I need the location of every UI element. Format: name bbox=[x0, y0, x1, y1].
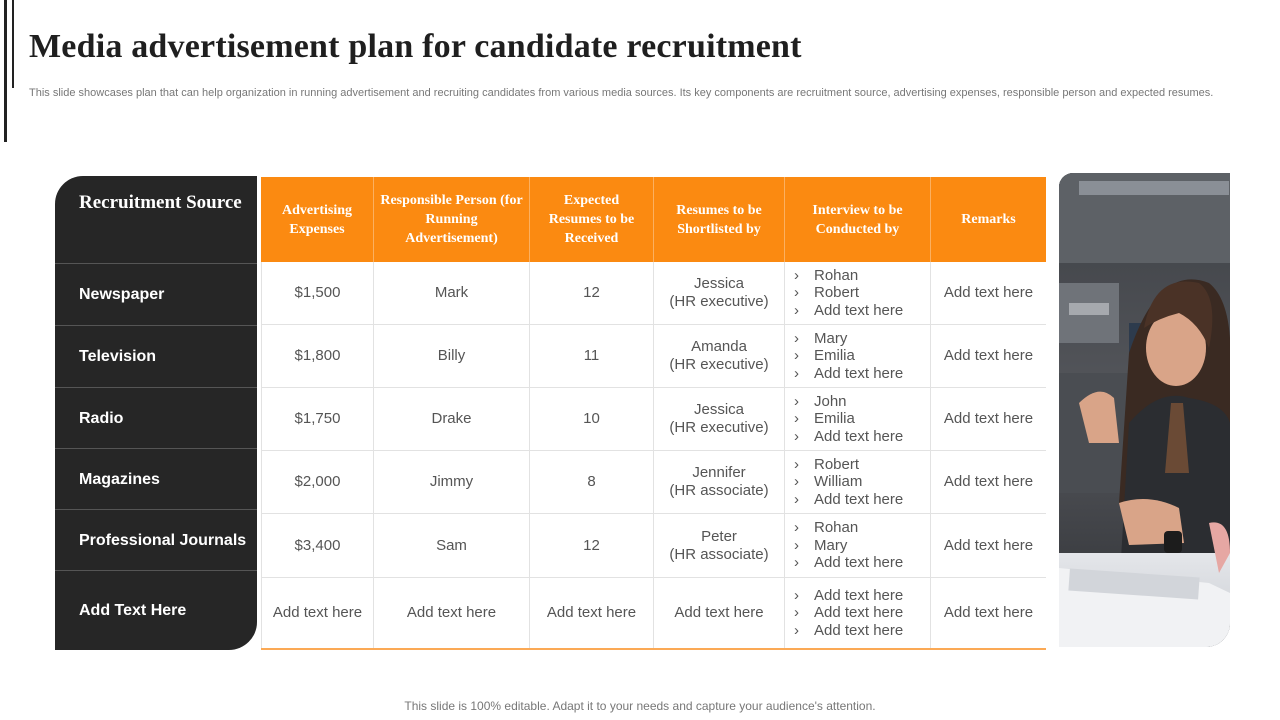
interviewers-cell bbox=[785, 388, 931, 450]
header-shortlisted-by: Resumes to be Shortlisted by bbox=[654, 177, 785, 262]
page-title: Media advertisement plan for candidate recruitment bbox=[29, 28, 802, 65]
shortlist-role: (HR associate) bbox=[669, 482, 769, 499]
remarks-cell: Add text here bbox=[943, 347, 1034, 364]
interviewer-item: › Add text here bbox=[794, 428, 903, 446]
resumes-cell: 12 bbox=[530, 514, 654, 577]
interviewer-item: › Emilia bbox=[794, 347, 903, 365]
header-responsible-person: Responsible Person (for Running Advertisement) bbox=[374, 177, 530, 262]
shortlist-cell bbox=[654, 451, 785, 513]
shortlist-cell bbox=[654, 262, 785, 324]
interviewer-item: › Add text here bbox=[794, 302, 903, 320]
source-cell: Radio bbox=[55, 388, 257, 449]
shortlist-cell bbox=[654, 388, 785, 450]
remarks-cell: Add text here bbox=[943, 473, 1034, 490]
table-row bbox=[261, 451, 1046, 514]
source-cell: Professional Journals bbox=[55, 510, 257, 571]
interviewer-item: › Robert bbox=[794, 284, 903, 302]
expense-cell: Add text here bbox=[261, 578, 374, 648]
table-row bbox=[261, 325, 1046, 388]
header-expected-resumes: Expected Resumes to be Received bbox=[530, 177, 654, 262]
remarks-cell: Add text here bbox=[943, 536, 1034, 554]
header-remarks: Remarks bbox=[961, 212, 1016, 227]
resumes-cell: 11 bbox=[530, 325, 654, 387]
shortlist-role: (HR associate) bbox=[669, 545, 769, 563]
office-woman-photo bbox=[1059, 173, 1230, 647]
person-cell: Jimmy bbox=[374, 451, 530, 513]
source-cell: Television bbox=[55, 326, 257, 388]
interviewer-item: › Robert bbox=[794, 456, 903, 474]
expense-cell: $3,400 bbox=[261, 514, 374, 577]
accent-bar bbox=[4, 0, 7, 142]
interviewers-cell bbox=[785, 262, 931, 324]
shortlist-cell bbox=[654, 325, 785, 387]
person-cell: Billy bbox=[374, 325, 530, 387]
table-body bbox=[261, 262, 1046, 650]
remarks-cell: Add text here bbox=[943, 284, 1034, 301]
expense-cell: $1,750 bbox=[261, 388, 374, 450]
remarks-cell: Add text here bbox=[943, 604, 1034, 621]
resumes-cell: 12 bbox=[530, 262, 654, 324]
interviewer-item: › Add text here bbox=[794, 365, 903, 383]
shortlist-role: (HR executive) bbox=[669, 356, 769, 373]
resumes-cell: Add text here bbox=[530, 578, 654, 648]
interviewer-item: › Rohan bbox=[794, 267, 903, 285]
interviewers-cell bbox=[785, 325, 931, 387]
interviewer-item: › Rohan bbox=[794, 519, 903, 537]
shortlist-name: Peter bbox=[701, 527, 737, 545]
interviewers-cell bbox=[785, 514, 931, 577]
shortlist-role: (HR executive) bbox=[669, 293, 769, 310]
resumes-cell: 8 bbox=[530, 451, 654, 513]
shortlist-name: Jennifer bbox=[692, 464, 746, 481]
interviewers-cell bbox=[785, 451, 931, 513]
shortlist-name: Amanda bbox=[691, 338, 747, 355]
interviewer-item: › Add text here bbox=[794, 554, 903, 572]
person-cell: Add text here bbox=[374, 578, 530, 648]
expense-cell: $1,500 bbox=[261, 262, 374, 324]
person-cell: Drake bbox=[374, 388, 530, 450]
resumes-cell: 10 bbox=[530, 388, 654, 450]
source-cell: Magazines bbox=[55, 449, 257, 510]
shortlist-cell bbox=[654, 514, 785, 577]
interviewer-item: › John bbox=[794, 393, 903, 411]
person-cell: Mark bbox=[374, 262, 530, 324]
interviewer-item: › Mary bbox=[794, 330, 903, 348]
header-advertising-expenses: Advertising Expenses bbox=[261, 177, 374, 262]
table-row bbox=[261, 262, 1046, 325]
shortlist-cell bbox=[654, 578, 785, 648]
shortlist-role: (HR executive) bbox=[669, 419, 769, 436]
interviewer-item: › Add text here bbox=[794, 491, 903, 509]
table-row bbox=[261, 388, 1046, 451]
person-cell: Sam bbox=[374, 514, 530, 577]
source-column-header: Recruitment Source bbox=[55, 176, 257, 264]
expense-cell: $2,000 bbox=[261, 451, 374, 513]
expense-cell: $1,800 bbox=[261, 325, 374, 387]
table-row bbox=[261, 514, 1046, 578]
interviewer-item: › Mary bbox=[794, 537, 903, 555]
shortlist-name: Jessica bbox=[693, 275, 745, 292]
interviewer-item: › Add text here bbox=[794, 604, 903, 622]
recruitment-source-column bbox=[55, 176, 257, 650]
interviewer-item: › Add text here bbox=[794, 587, 903, 605]
page-subtitle: This slide showcases plan that can help organization in running advertisement and recruiting candidates from various media sources. Its key components are recruitment source, advertising expenses, responsible person and expected resumes. bbox=[29, 87, 1214, 99]
interviewers-cell bbox=[785, 578, 931, 648]
interviewer-item: › Emilia bbox=[794, 410, 903, 428]
footer-note: This slide is 100% editable. Adapt it to your needs and capture your audience's attention. bbox=[404, 699, 876, 713]
source-cell: Add Text Here bbox=[79, 602, 187, 619]
accent-bar-thin bbox=[12, 0, 14, 88]
shortlist-name: Jessica bbox=[693, 401, 745, 418]
remarks-cell: Add text here bbox=[943, 410, 1034, 427]
shortlist-name: Add text here bbox=[674, 604, 764, 621]
source-cell: Newspaper bbox=[55, 264, 257, 326]
table-row bbox=[261, 578, 1046, 648]
interviewer-item: › Add text here bbox=[794, 622, 903, 640]
table-header bbox=[261, 177, 1046, 262]
header-interview-by: Interview to be Conducted by bbox=[785, 177, 931, 262]
interviewer-item: › William bbox=[794, 473, 903, 491]
